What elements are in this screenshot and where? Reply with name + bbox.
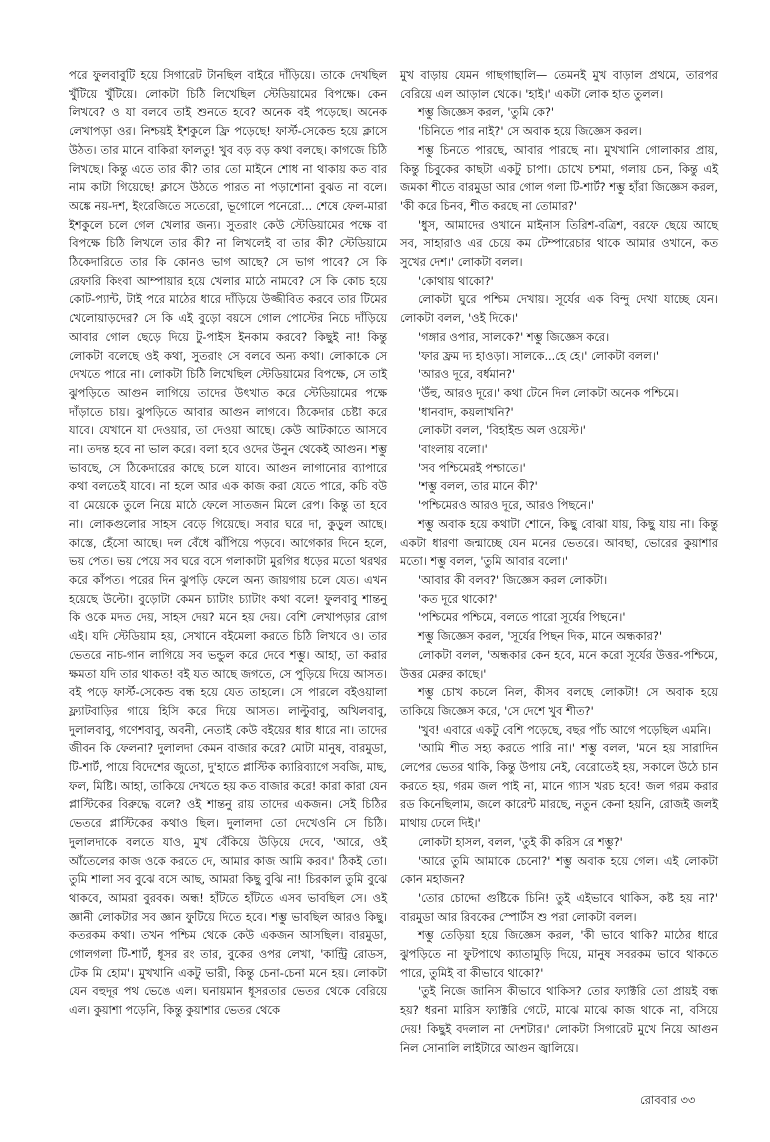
paragraph: 'আমি শীত সহ্য করতে পারি না।' শম্ভু বলল, 'মনে হয় সারাদিন লেপের ভেতর থাকি, কিন্তু উপায় নেই, বেরোতেই হয়, সকালে উঠে চান করতে হয়, গরম জল পাই না, মানে গ্যাস খরচ হবে! জল গরম করার রড কিনেছিলাম, জলে কারেন্ট মারছে, নতুন কেনা হয়নি, রোজই জলই মাথায় ঢেলে দিই।'	[400, 741, 718, 831]
paragraph: লোকটা বলল, 'বিহাইন্ড অল ওয়েস্ট।'	[418, 423, 586, 438]
paragraph: 'ধুস, আমাদের ওখানে মাইনাস তিরিশ-বত্রিশ, বরফে ছেয়ে আছে সব, সাহারাও এর চেয়ে কম টেম্পারেচার থাকে আমার ওখানে, কত সুখের দেশ।' লোকটা বলল।	[400, 217, 718, 270]
left-column	[69, 66, 387, 1020]
paragraph: শম্ভু চিনতে পারছে, আবার পারছে না। মুখখানি গোলাকার প্রায়, কিন্তু চিবুকের কাছটা একটু চাপা। চোখে চশমা, গলায় চেন, কিন্তু এই জমকা শীতে বারমুডা আর গোল গলা টি-শার্ট? শম্ভু হাঁরা জিজ্ঞেস করল, 'কী করে চিনব, শীত করছে না তোমার?'	[400, 142, 718, 213]
paragraph: লোকটা ঘুরে পশ্চিম দেখায়। সূর্যের এক বিন্দু দেখা যাচ্ছে যেন। লোকটা বলল, 'ওই দিকে।'	[400, 292, 718, 326]
paragraph: শম্ভু জিজ্ঞেস করল, 'সূর্যের পিছন দিক, মানে অন্ধকার?'	[418, 629, 663, 644]
paragraph: শম্ভু তেড়িয়া হয়ে জিজ্ঞেস করল, 'কী ভাবে থাকি? মাঠের ধারে ঝুপড়িতে না ফুটপাথে ক্যাতামুড়ি দিয়ে, মানুষ সবরকম ভাবে থাকতে পারে, তুমিই বা কীভাবে থাকো?'	[400, 928, 718, 980]
paragraph: শম্ভু অবাক হয়ে কথাটা শোনে, কিছু বোঝা যায়, কিছু যায় না। কিন্তু একটা ধারণা জন্মাচ্ছে যেন মনের ভেতরে। আবছা, ভোরের কুয়াশার মতো। শম্ভু বলল, 'তুমি আবার বলো।'	[400, 516, 718, 569]
paragraph: 'কত দূরে থাকো?'	[418, 591, 498, 606]
paragraph: লোকটা বলল, 'অন্ধকার কেন হবে, মনে করো সূর্যের উত্তর-পশ্চিমে, উত্তর মেরুর কাছে।'	[400, 647, 718, 681]
paragraph: 'শম্ভু বলল, তার মানে কী?'	[418, 479, 538, 494]
paragraph: 'আবার কী বলব?' জিজ্ঞেস করল লোকটা।	[418, 572, 608, 587]
paragraph: পরে ফুলবাবুটি হয়ে সিগারেট টানছিল বাইরে দাঁড়িয়ে। তাকে দেখছিল খুঁটিয়ে খুঁটিয়ে। লোকটা চিঠি লিখেছিল স্টেডিয়ামের বিপক্ষে। কেন লিখবে? ও যা বলবে তাই শুনতে হবে? অনেক বই পড়েছে। অনেক লেখাপড়া ওর। নিশ্চয়ই ইশকুলে ফ্রি পড়েছে! ফার্স্ট-সেকেন্ড হয়ে ক্লাসে উঠত। তার মানে বাকিরা ফালতু! খুব বড় বড় কথা বলছে। কাগজে চিঠি লিখছে। কিন্তু এতে তার কী? তার তো মাইনে শোধ না থাকায় কত বার নাম কাটা গিয়েছে! ক্লাসে উঠতে পারত না পড়াশোনা বুঝত না বলে। অঙ্কে নয়-দশ, ইংরেজিতে সতেরো, ভূগোলে পনেরো... শেষে ফেল-মারা ইশকুলে চলে গেল খেলার জন্য। সুতরাং কেউ স্টেডিয়ামের পক্ষে বা বিপক্ষে চিঠি লিখলে তার কী? না লিখলেই বা তার কী? স্টেডিয়ামে ঠিকেদারিতে তার কি কোনও ভাগ আছে? সে ভাগ পাবে? সে কি রেফারি কিংবা আম্পায়ার হয়ে খেলার মাঠে নামবে? সে কি কোচ হয়ে কোট-প্যান্ট, টাই পরে মাঠের ধারে দাঁড়িয়ে উজ্জীবিত করবে তার টিমের খেলোয়াড়দের? সে কি এই বুড়ো বয়সে গোল পোস্টের নিচে দাঁড়িয়ে আবার গোল ছেড়ে দিয়ে টু-পাইস ইনকাম করবে? কিছুই না! কিন্তু লোকটা বলেছে ওই কথা, সুতরাং সে বলবে অন্য কথা। লোকাকে সে দেখতে পারে না। লোকটা চিঠি লিখেছিল স্টেডিয়ামের বিপক্ষে, সে তাই ঝুপড়িতে আগুন লাগিয়ে তাদের উৎখাত করে স্টেডিয়ামের পক্ষে দাঁড়াতে চায়। ঝুপড়িতে আবার আগুন লাগবে। ঠিকেদার চেষ্টা করে যাবে। যেখানে যা দেওয়ার, তা দেওয়া আছে। কেউ আটকাতে আসবে না। তদন্ত হবে না ভাল করে। বলা হবে ওদের উনুন থেকেই আগুন। শম্ভু ভাবছে, সে ঠিকেদারের কাছে চলে যাবে। আগুন লাগানোর ব্যাপারে কথা বলতেই যাবে। না হলে আর এক কাজ করা যেতে পারে, কচি বউ বা মেয়েকে তুলে নিয়ে মাঠে ফেলে সাতজন মিলে রেপ। কিন্তু তা হবে না। লোকগুলোর সাহস বেড়ে গিয়েছে। সবার ঘরে দা, কুড়ুল আছে। কাস্তে, হেঁসো আছে। দল বেঁধে ঝাঁপিয়ে পড়বে। আগেকার দিনে হলে, ভয় পেত। ভয় পেয়ে সব ঘরে বসে গলাকাটা মুরগির ধড়ের মতো থরথর করে কাঁপত। পরের দিন ঝুপড়ি ফেলে অন্য জায়গায় চলে যেত। এখন হয়েছে উল্টো। বুড়োটা কেমন চ্যাটাং চ্যাটাং কথা বলে! ফুলবাবু শান্তনু কি ওকে মদত দেয়, সাহস দেয়? মনে হয় দেয়। বেশি লেখাপড়ার রোগ এই। যদি স্টেডিয়াম হয়, সেখানে বইমেলা করতে চিঠি লিখবে ও। তার ভেতরে নাচ-গান লাগিয়ে সব ভন্ডুল করে দেবে শম্ভু। আহা, তা করার ক্ষমতা যদি তার থাকত! বই যত আছে জগতে, সে পুড়িয়ে দিয়ে আসত। বই পড়ে ফার্স্ট-সেকেন্ড বন্ধ হয়ে যেত তাহলে। সে পারলে বইওয়ালা ফ্ল্যাটবাড়ির গায়ে হিসি করে দিয়ে আসত। লাল্টুবাবু, অখিলবাবু, দুলালবাবু, গণেশবাবু, অবনী, নেতাই কেউ বইয়ের ধার ধারে না। তাদের জীবন কি ফেলনা? দুলালদা কেমন বাজার করে? মোটা মানুষ, বারমুডা, টি-শার্ট, পায়ে বিদেশের জুতো, দু'হাতে প্লাস্টিক ক্যারিব্যাগে সবজি, মাছ, ফল, মিষ্টি। আহা, তাকিয়ে দেখতে হয় কত বাজার করে! কারা কারা যেন প্লাস্টিকের বিরুদ্ধে বলে? ওই শান্তনু রায় তাদের একজন। সেই চিঠির ভেতরে প্লাস্টিকের কথাও ছিল। দুলালদা তো দেখেওনি সে চিঠি। দুলালদাকে বলতে যাও, মুখ বেঁকিয়ে উড়িয়ে দেবে, 'আরে, ওই আঁতেলের কাজ ওকে করতে দে, আমার কাজ আমি করব।' ঠিকই তো। তুমি শালা সব বুঝে বসে আছ, আমরা কিছু বুঝি না! চিরকাল তুমি বুঝে থাকবে, আমরা বুরবক। অন্ধ! হাঁটতে হাঁটতে এসব ভাবছিল সে। ওই জ্ঞানী লোকটার সব জ্ঞান ফুটিয়ে দিতে হবে। শম্ভু ভাবছিল আরও কিছু। কতরকম কথা। তখন পশ্চিম থেকে কেউ একজন আসছিল। বারমুডা, গোলগলা টি-শার্ট, ধূসর রং তার, বুকের ওপর লেখা, 'কান্ট্রি রোডস, টেক মি হোম'। মুখখানি একটু ভারী, কিন্তু চেনা-চেনা মনে হয়। লোকটা যেন বহুদূর পথ ভেঙে এল। ঘনায়মান ধূসরতার ভেতর থেকে বেরিয়ে এল। কুয়াশা পড়েনি, কিন্তু কুয়াশার ভেতর থেকে	[69, 68, 387, 1018]
paragraph: 'পশ্চিমেরও আরও দূরে, আরও পিছনে।'	[418, 498, 594, 513]
paragraph: 'সব পশ্চিমেরই পশ্চাতে।'	[418, 460, 526, 475]
paragraph: 'উঁহু, আরও দূরে।' কথা টেনে দিল লোকটা অনেক পশ্চিমে।	[418, 385, 679, 400]
paragraph: 'গঙ্গার ওপার, সালকে?' শম্ভু জিজ্ঞেস করে।	[418, 329, 610, 344]
paragraph: 'ধানবাদ, কয়লাখনি?'	[418, 404, 514, 419]
paragraph: 'আরও দূরে, বর্ধমান?'	[418, 367, 516, 382]
paragraph: লোকটা হাসল, বলল, 'তুই কী করিস রে শম্ভু?'	[418, 834, 623, 849]
page-footer-folio: রোববার ৩৩	[640, 1093, 696, 1107]
paragraph: 'পশ্চিমের পশ্চিমে, বলতে পারো সূর্যের পিছনে।'	[418, 610, 626, 625]
paragraph: 'চিনিতে পার নাই?' সে অবাক হয়ে জিজ্ঞেস করল।	[418, 124, 642, 139]
paragraph: 'ফার ফ্রম দ্য হাওড়া। সালকে...হে হে।' লোকটা বলল।'	[418, 348, 659, 363]
paragraph: মুখ বাড়ায় যেমন গাছগাছালি— তেমনই মুখ বাড়াল প্রথমে, তারপর বেরিয়ে এল আড়াল থেকে। 'হাই।' একটা লোক হাত তুলল।	[400, 68, 718, 101]
paragraph: শম্ভু জিজ্ঞেস করল, 'তুমি কে?'	[418, 105, 555, 120]
paragraph: 'তোর চোদ্দো গুষ্টিকে চিনি! তুই এইভাবে থাকিস, কষ্ট হয় না?' বারমুডা আর রিবকের স্পোর্টস শু পরা লোকটা বলল।	[400, 890, 718, 924]
paragraph: 'বাংলায় বলো।'	[418, 442, 488, 457]
paragraph: 'আরে তুমি আমাকে চেনো?' শম্ভু অবাক হয়ে গেল। এই লোকটা কোন মহাজন?	[400, 853, 718, 887]
paragraph: 'কোথায় থাকো?'	[418, 273, 494, 288]
right-column	[400, 66, 718, 1057]
paragraph: 'খুব! এবারে একটু বেশি পড়েছে, বছর পাঁচ আগে পড়েছিল এমনি।	[418, 722, 711, 737]
paragraph: শম্ভু চোখ কচলে নিল, কীসব বলছে লোকটা! সে অবাক হয়ে তাকিয়ে জিজ্ঞেস করে, 'সে দেশে খুব শীত?'	[400, 685, 718, 718]
paragraph: 'তুই নিজে জানিস কীভাবে থাকিস? তোর ফ্যাক্টরি তো প্রায়ই বন্ধ হয়? ধরনা মারিস ফ্যাক্টরি গেটে, মাঝে মাঝে কাজ থাকে না, বসিয়ে দেয়! কিছুই বদলাল না দেশটার।' লোকটা সিগারেট মুখে নিয়ে আগুন নিল সোনালি লাইটারে আগুন জ্বালিয়ে।	[400, 984, 718, 1055]
